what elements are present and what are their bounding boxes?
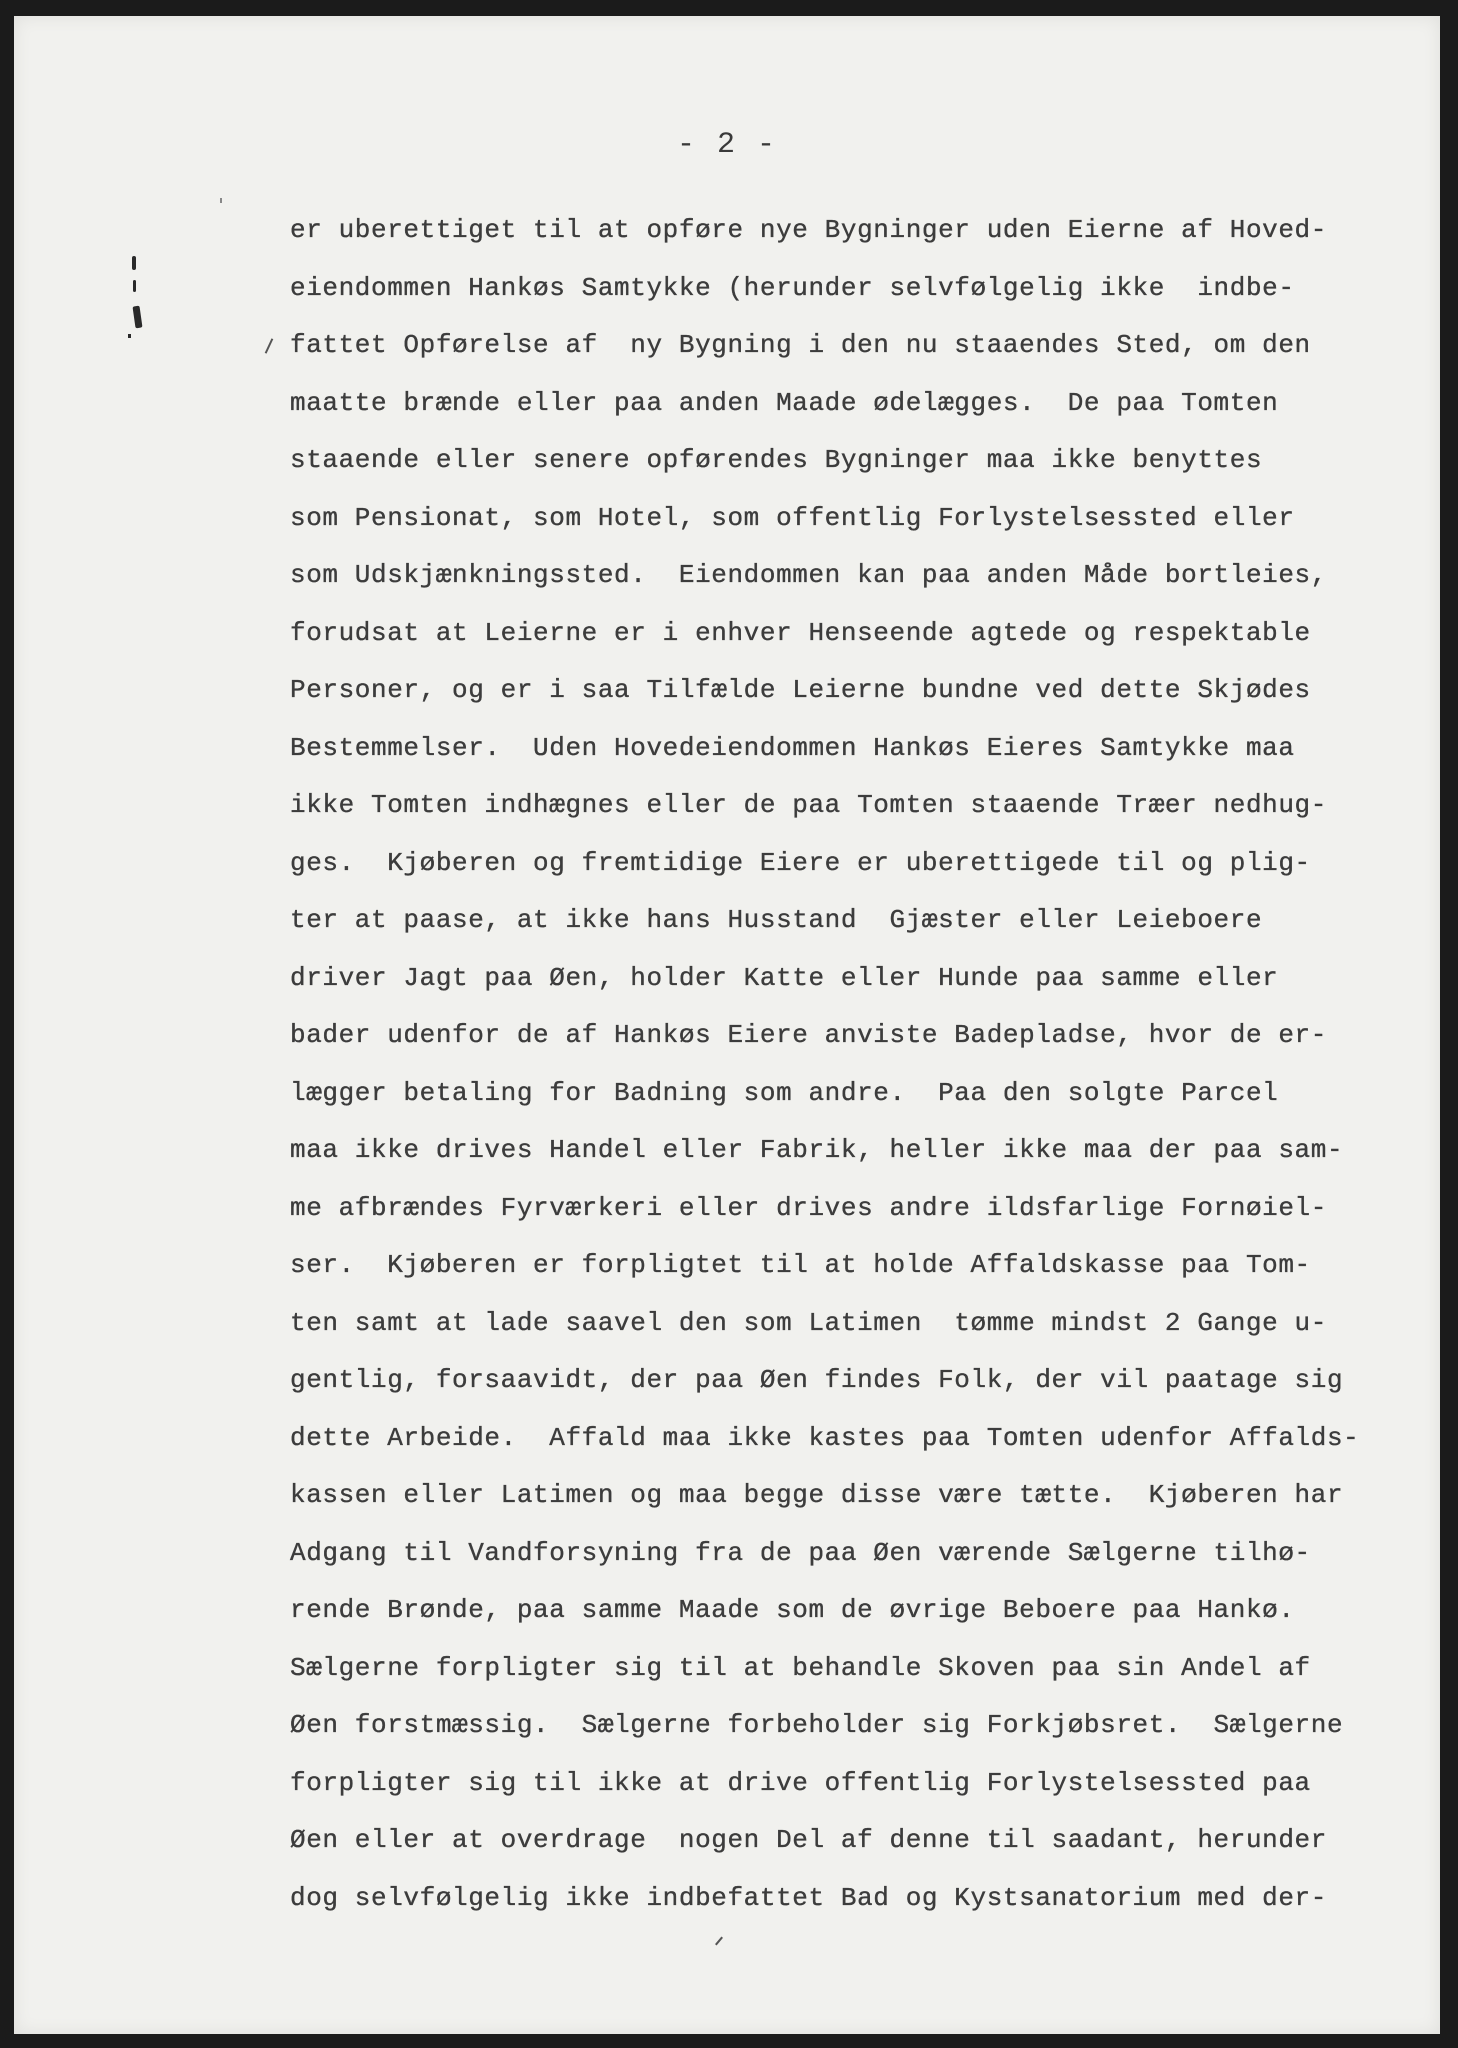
text-line: rende Brønde, paa samme Maade som de øvrige Beboere paa Hankø. xyxy=(290,1595,1295,1625)
text-line: eiendommen Hankøs Samtykke (herunder selvfølgelig ikke indbe- xyxy=(290,272,1295,303)
text-line: er uberettiget til at opføre nye Bygninger uden Eierne af Hoved- xyxy=(290,215,1327,245)
margin-ink-mark xyxy=(128,334,131,338)
text-line: Personer, og er i saa Tilfælde Leierne bundne ved dette Skjødes xyxy=(290,675,1311,705)
text-line: ser. Kjøberen er forpligtet til at holde Affaldskasse paa Tom- xyxy=(290,1250,1311,1280)
text-line: bader udenfor de af Hankøs Eiere anviste Badepladse, hvor de er- xyxy=(290,1020,1327,1050)
text-line: driver Jagt paa Øen, holder Katte eller Hunde paa samme eller xyxy=(290,962,1279,993)
text-line: Adgang til Vandforsyning fra de paa Øen værende Sælgerne tilhø- xyxy=(290,1537,1311,1568)
text-line: me afbrændes Fyrværkeri eller drives andre ildsfarlige Fornøiel- xyxy=(290,1192,1327,1223)
text-line: Øen eller at overdrage nogen Del af denne til saadant, herunder xyxy=(290,1825,1327,1855)
text-line: gentlig, forsaavidt, der paa Øen findes Folk, der vil paatage sig xyxy=(290,1365,1344,1395)
text-line: fattet Opførelse af ny Bygning i den nu staaendes Sted, om den xyxy=(290,330,1311,360)
margin-pencil-mark xyxy=(265,338,274,353)
text-line: lægger betaling for Badning som andre. Paa den solgte Parcel xyxy=(290,1077,1279,1108)
text-line: ges. Kjøberen og fremtidige Eiere er uberettigede til og plig- xyxy=(290,847,1311,878)
document-page xyxy=(14,16,1440,2034)
text-line: som Pensionat, som Hotel, som offentlig Forlystelsessted eller xyxy=(290,502,1295,533)
text-line: ikke Tomten indhægnes eller de paa Tomten staaende Træer nedhug- xyxy=(290,790,1327,820)
margin-pencil-mark xyxy=(220,198,222,203)
text-line: kassen eller Latimen og maa begge disse være tætte. Kjøberen har xyxy=(290,1480,1344,1510)
text-line: maatte brænde eller paa anden Maade ødelægges. De paa Tomten xyxy=(290,387,1279,418)
page-number: - 2 - xyxy=(676,128,777,162)
text-line: dette Arbeide. Affald maa ikke kastes paa Tomten udenfor Affalds- xyxy=(290,1422,1360,1453)
margin-ink-mark xyxy=(133,306,143,329)
text-line: ten samt at lade saavel den som Latimen tømme mindst 2 Gange u- xyxy=(290,1307,1327,1338)
text-line: forpligter sig til ikke at drive offentlig Forlystelsessted paa xyxy=(290,1767,1311,1798)
text-line: Sælgerne forpligter sig til at behandle Skoven paa sin Andel af xyxy=(290,1652,1311,1683)
text-line: Øen forstmæssig. Sælgerne forbeholder sig Forkjøbsret. Sælgerne xyxy=(290,1710,1344,1740)
text-line: Bestemmelser. Uden Hovedeiendommen Hankøs Eieres Samtykke maa xyxy=(290,732,1295,763)
text-line: forudsat at Leierne er i enhver Henseende agtede og respektable xyxy=(290,617,1311,648)
text-line: maa ikke drives Handel eller Fabrik, heller ikke maa der paa sam- xyxy=(290,1135,1344,1165)
margin-pencil-mark xyxy=(715,1937,723,1946)
text-line: dog selvfølgelig ikke indbefattet Bad og Kystsanatorium med der- xyxy=(290,1882,1327,1913)
text-line: staaende eller senere opførendes Bygninger maa ikke benyttes xyxy=(290,445,1263,475)
margin-ink-mark xyxy=(133,280,136,292)
text-line: ter at paase, at ikke hans Husstand Gjæster eller Leieboere xyxy=(290,905,1263,935)
text-line: som Udskjænkningssted. Eiendommen kan paa anden Måde bortleies, xyxy=(290,560,1327,590)
margin-ink-mark xyxy=(132,256,136,270)
body-text xyxy=(290,202,1430,1927)
